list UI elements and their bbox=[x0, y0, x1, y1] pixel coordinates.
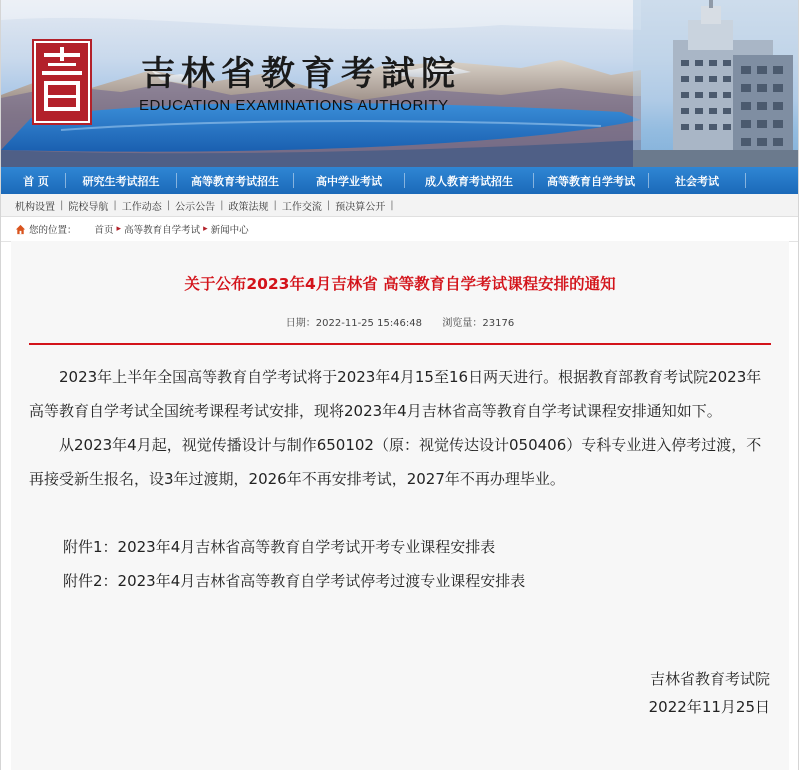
site-logo[interactable] bbox=[34, 41, 90, 123]
attachment-link-2[interactable]: 附件2：2023年4月吉林省高等教育自学考试停考过渡专业课程安排表 bbox=[63, 572, 526, 590]
article-meta bbox=[11, 314, 789, 329]
building-photo-image bbox=[633, 0, 798, 167]
article-paragraph: 2023年上半年全国高等教育自学考试将于2023年4月15至16日两天进行。根据教育部教育考试院2023年高等教育自学考试全国统考课程考试安排，现将2023年4月吉林省高等教育自学考试课程安排通知如下。 bbox=[29, 368, 762, 420]
site-name: 吉林省教育考試院 bbox=[141, 54, 461, 94]
article-title: 关于公布2023年4月吉林省 高等教育自学考试课程安排的通知 bbox=[184, 275, 616, 293]
nav-divider bbox=[745, 173, 746, 188]
subnav-item-policy[interactable]: 政策法规 bbox=[228, 201, 269, 213]
logo-emblem-icon bbox=[36, 43, 88, 121]
breadcrumb-link-self-study[interactable]: 高等教育自学考试 bbox=[124, 225, 201, 236]
subnav-divider: | bbox=[326, 199, 331, 211]
subnav-item-organization[interactable]: 机构设置 bbox=[15, 201, 55, 213]
subnav-item-budget[interactable]: 预决算公开 bbox=[335, 201, 386, 213]
paragraph-spacer bbox=[29, 496, 774, 530]
nav-item-adult-ed-admission[interactable]: 成人教育考试招生 bbox=[425, 174, 513, 188]
site-banner bbox=[1, 0, 798, 167]
chevron-right-icon: ▸ bbox=[116, 224, 122, 234]
nav-item-self-study-exam[interactable]: 高等教育自学考试 bbox=[547, 174, 635, 188]
signature-org: 吉林省教育考试院 bbox=[649, 670, 770, 688]
subnav-item-work-news[interactable]: 工作动态 bbox=[121, 201, 162, 213]
breadcrumb-link-news[interactable]: 新闻中心 bbox=[210, 225, 249, 236]
article-date: 日期：2022-11-25 15:46:48 bbox=[285, 318, 423, 329]
signature-date: 2022年11月25日 bbox=[648, 698, 770, 716]
sub-nav bbox=[1, 194, 798, 217]
subnav-divider: | bbox=[220, 199, 224, 211]
chevron-right-icon: ▸ bbox=[203, 224, 208, 234]
nav-item-high-school-exam[interactable]: 高中学业考试 bbox=[316, 174, 382, 188]
nav-item-home[interactable]: 首 页 bbox=[23, 174, 49, 188]
site-name-english: EDUCATION EXAMINATIONS AUTHORITY bbox=[139, 97, 449, 114]
subnav-divider: | bbox=[390, 199, 394, 211]
main-nav bbox=[1, 167, 798, 194]
subnav-item-school-guide[interactable]: 院校导航 bbox=[68, 201, 109, 213]
nav-item-higher-ed-admission[interactable]: 高等教育考试招生 bbox=[191, 174, 279, 188]
subnav-divider: | bbox=[273, 199, 277, 211]
title-divider bbox=[29, 343, 771, 345]
attachment-link-1[interactable]: 附件1：2023年4月吉林省高等教育自学考试开考专业课程安排表 bbox=[63, 538, 496, 556]
subnav-item-work-exchange[interactable]: 工作交流 bbox=[281, 201, 322, 213]
nav-item-social-exam[interactable]: 社会考试 bbox=[675, 174, 719, 188]
breadcrumb bbox=[1, 217, 798, 242]
article-views: 浏览量：23176 bbox=[442, 318, 515, 329]
nav-item-graduate-exam[interactable]: 研究生考试招生 bbox=[82, 174, 160, 188]
subnav-divider: | bbox=[60, 199, 64, 211]
article-paragraph: 从2023年4月起，视觉传播设计与制作650102（原：视觉传达设计050406）专科专业进入停考过渡，不再接受新生报名，设3年过渡期，2026年不再安排考试，2027年不再办理毕业。 bbox=[29, 436, 762, 488]
subnav-divider: | bbox=[113, 199, 117, 211]
subnav-item-public-notice[interactable]: 公示公告 bbox=[175, 201, 216, 213]
article-body bbox=[29, 360, 774, 598]
article-panel bbox=[11, 241, 789, 770]
breadcrumb-link-home[interactable]: 首页 bbox=[94, 225, 114, 236]
article-signature bbox=[649, 665, 770, 721]
home-icon bbox=[15, 224, 26, 235]
subnav-divider: | bbox=[166, 199, 171, 211]
breadcrumb-prefix: 您的位置： bbox=[29, 225, 77, 236]
